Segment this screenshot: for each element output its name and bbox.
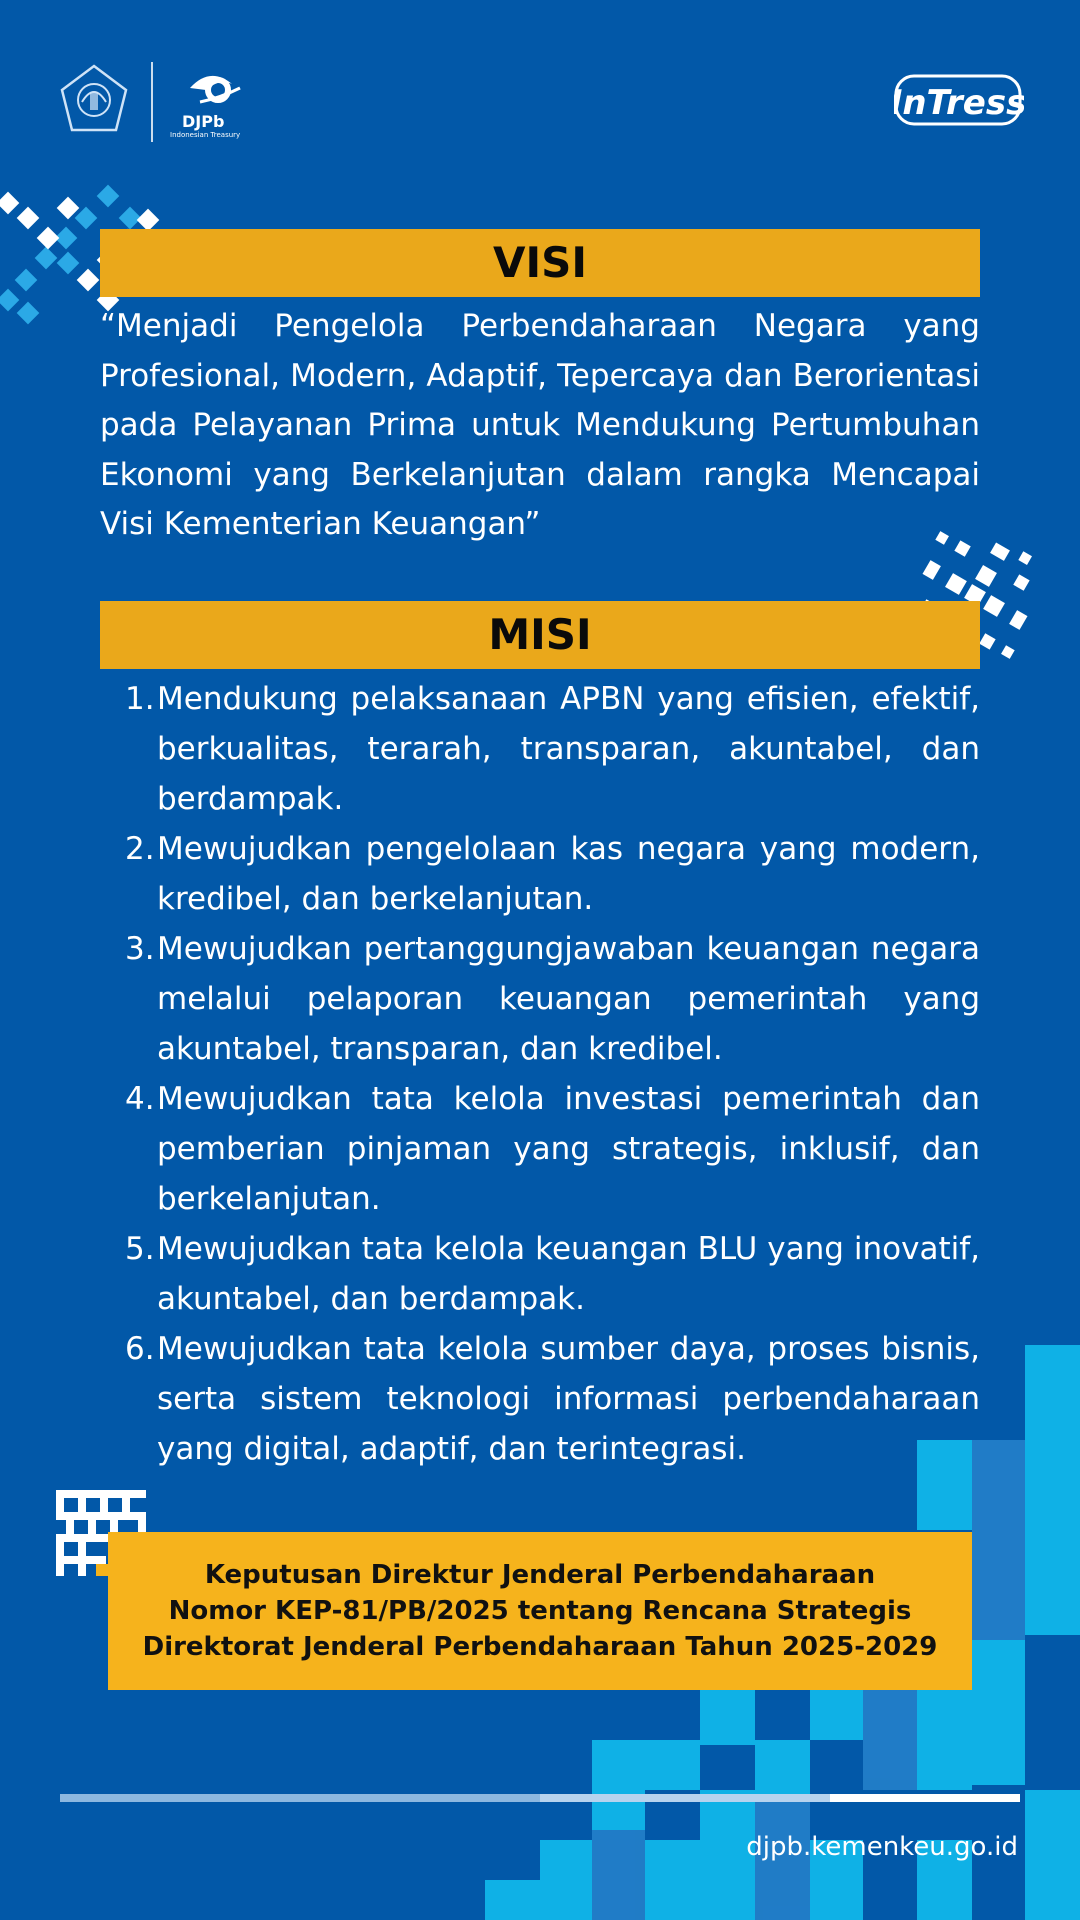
intress-logo-icon [894, 70, 1024, 130]
djpb-logo-icon [170, 58, 260, 148]
decree-line-2: Nomor KEP-81/PB/2025 tentang Rencana Strategis [168, 1596, 912, 1626]
misi-item [100, 824, 980, 924]
misi-item-number: 6. [125, 1331, 155, 1367]
misi-item [100, 1074, 980, 1224]
misi-item-text: Mendukung pelaksanaan APBN yang efisien, efektif, berkualitas, terarah, transparan, akuntabel, dan berdampak. [157, 681, 980, 817]
visi-text: “Menjadi Pengelola Perbendaharaan Negara yang Profesional, Modern, Adaptif, Tepercaya dan Berorientasi pada Pelayanan Prima untuk Mendukung Pertumbuhan Ekonomi yang Berkelanjutan dalam rangka Mencapai Visi Kementerian Keuangan” [100, 308, 980, 542]
misi-item-text: Mewujudkan pengelolaan kas negara yang modern, kredibel, dan berkelanjutan. [157, 831, 980, 917]
misi-item-number: 4. [125, 1081, 155, 1117]
decree-line-3: Direktorat Jenderal Perbendaharaan Tahun 2025-2029 [142, 1632, 938, 1662]
visi-title: VISI [100, 229, 980, 297]
brand-logo-text: InTress [894, 83, 1024, 123]
logo-subtext: Indonesian Treasury [170, 131, 241, 139]
misi-item [100, 1224, 980, 1324]
misi-item-text: Mewujudkan tata kelola keuangan BLU yang inovatif, akuntabel, dan berdampak. [157, 1231, 980, 1317]
footer-url[interactable]: djpb.kemenkeu.go.id [746, 1832, 1018, 1862]
misi-list [100, 674, 980, 1474]
misi-item-text: Mewujudkan tata kelola investasi pemerintah dan pemberian pinjaman yang strategis, inklusif, dan berkelanjutan. [157, 1081, 980, 1217]
misi-item-number: 2. [125, 831, 155, 867]
misi-item-number: 1. [125, 681, 155, 717]
misi-item [100, 924, 980, 1074]
decree-box [108, 1532, 972, 1690]
misi-item [100, 1324, 980, 1474]
decree-line-1: Keputusan Direktur Jenderal Perbendaharaan [204, 1560, 876, 1590]
misi-title: MISI [100, 601, 980, 669]
misi-item-text: Mewujudkan tata kelola sumber daya, proses bisnis, serta sistem teknologi informasi perbendaharaan yang digital, adaptif, dan terintegrasi. [157, 1331, 980, 1467]
footer-divider [60, 1794, 1020, 1802]
misi-item [100, 674, 980, 824]
misi-item-number: 3. [125, 931, 155, 967]
logo-text: DJPb [182, 112, 225, 131]
misi-item-number: 5. [125, 1231, 155, 1267]
misi-item-text: Mewujudkan pertanggungjawaban keuangan negara melalui pelaporan keuangan pemerintah yang akuntabel, transparan, dan kredibel. [157, 931, 980, 1067]
